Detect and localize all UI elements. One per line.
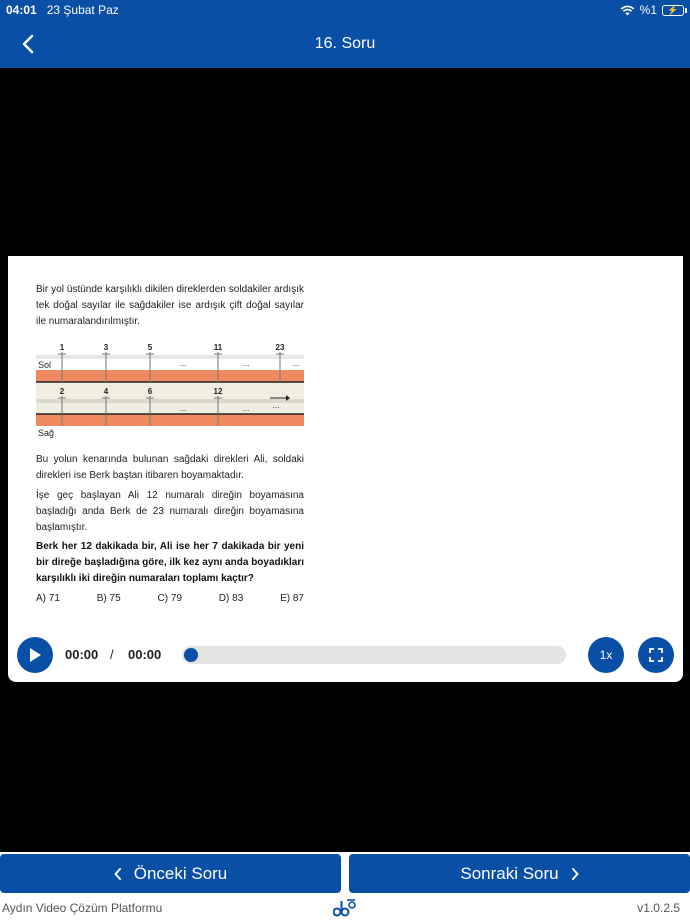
question-paragraph-2: İşe geç başlayan Ali 12 numaralı direğin boyamasına başladığı anda Berk de 23 numaralı direğin boyamasına başlamıştır. xyxy=(36,490,304,533)
question-intro: Bir yol üstünde karşılıklı dikilen direklerden soldakiler ardışık tek doğal sayılar ile sağdakiler ise ardışık çift doğal sayılar ile numaralandırılmıştır. xyxy=(36,284,304,327)
play-button[interactable] xyxy=(17,637,53,673)
page-title: 16. Soru xyxy=(314,35,376,52)
chevron-right-icon xyxy=(571,868,579,880)
ellipsis: ... xyxy=(179,404,187,413)
left-side-label: Sol xyxy=(38,360,52,370)
pole-number: 23 xyxy=(275,343,285,352)
fullscreen-button[interactable] xyxy=(638,637,674,673)
ellipsis: ... xyxy=(242,359,250,368)
progress-slider[interactable] xyxy=(182,646,566,664)
question-paragraph-1: Bu yolun kenarında bulunan sağdaki direkleri Ali, soldaki direkleri ise Berk baştan itibaren boyamaktadır. xyxy=(36,454,304,481)
playback-speed-button[interactable]: 1x xyxy=(588,637,624,673)
answer-option-e: E) 87 xyxy=(280,593,304,604)
status-date: 23 Şubat Paz xyxy=(46,3,119,17)
previous-question-label: Önceki Soru xyxy=(133,863,228,883)
ellipsis: ... xyxy=(242,404,250,413)
fullscreen-icon xyxy=(649,648,663,662)
ellipsis: ... xyxy=(292,359,300,368)
question-image xyxy=(8,256,683,628)
app-version: v1.0.2.5 xyxy=(637,901,680,915)
answer-options xyxy=(36,593,304,604)
video-player-controls xyxy=(8,628,683,682)
answer-option-a: A) 71 xyxy=(36,593,60,604)
current-time: 00:00 xyxy=(65,647,99,662)
previous-question-button[interactable] xyxy=(0,854,341,893)
pole-number: 11 xyxy=(213,343,223,352)
chevron-left-icon xyxy=(22,34,34,54)
pole-number: 3 xyxy=(103,343,109,352)
next-question-button[interactable] xyxy=(349,854,690,893)
status-time: 04:01 xyxy=(6,3,37,17)
status-bar xyxy=(0,0,690,20)
pole-number: 1 xyxy=(59,343,65,352)
ellipsis: ... xyxy=(272,401,280,410)
ellipsis: ... xyxy=(179,359,187,368)
next-question-label: Sonraki Soru xyxy=(460,863,559,883)
pole-number: 4 xyxy=(103,387,109,396)
battery-charging-icon: ⚡ xyxy=(662,5,684,16)
road-top-strip xyxy=(36,370,304,382)
road-middle xyxy=(36,382,304,414)
pole-number: 6 xyxy=(147,387,153,396)
play-icon xyxy=(28,647,42,663)
chevron-left-icon xyxy=(114,868,122,880)
time-separator: / xyxy=(110,647,114,662)
road-bottom-strip xyxy=(36,414,304,426)
right-side-label: Sağ xyxy=(38,428,55,438)
pole-number: 2 xyxy=(59,387,65,396)
progress-knob[interactable] xyxy=(184,648,198,662)
answer-option-b: B) 75 xyxy=(96,593,121,604)
wifi-icon xyxy=(620,5,635,16)
platform-name: Aydın Video Çözüm Platformu xyxy=(2,901,163,915)
back-button[interactable] xyxy=(16,30,40,58)
question-prompt: Berk her 12 dakikada bir, Ali ise her 7 dakikada bir yeni bir direğe başladığına göre, ilk kez aynı anda boyadıkları karşılıklı iki direğin numaraları toplamı kaçtır? xyxy=(36,541,304,584)
nav-bar xyxy=(0,20,690,68)
bottom-area xyxy=(0,852,690,920)
answer-option-c: C) 79 xyxy=(157,593,182,604)
footer xyxy=(0,896,690,920)
total-time: 00:00 xyxy=(128,647,162,662)
answer-option-d: D) 83 xyxy=(218,593,244,604)
pole-number: 12 xyxy=(213,387,223,396)
road-figure xyxy=(36,342,304,440)
battery-percent: %1 xyxy=(639,3,657,17)
status-right xyxy=(620,3,684,17)
brand-logo-icon xyxy=(333,898,357,918)
pole-number: 5 xyxy=(147,343,153,352)
